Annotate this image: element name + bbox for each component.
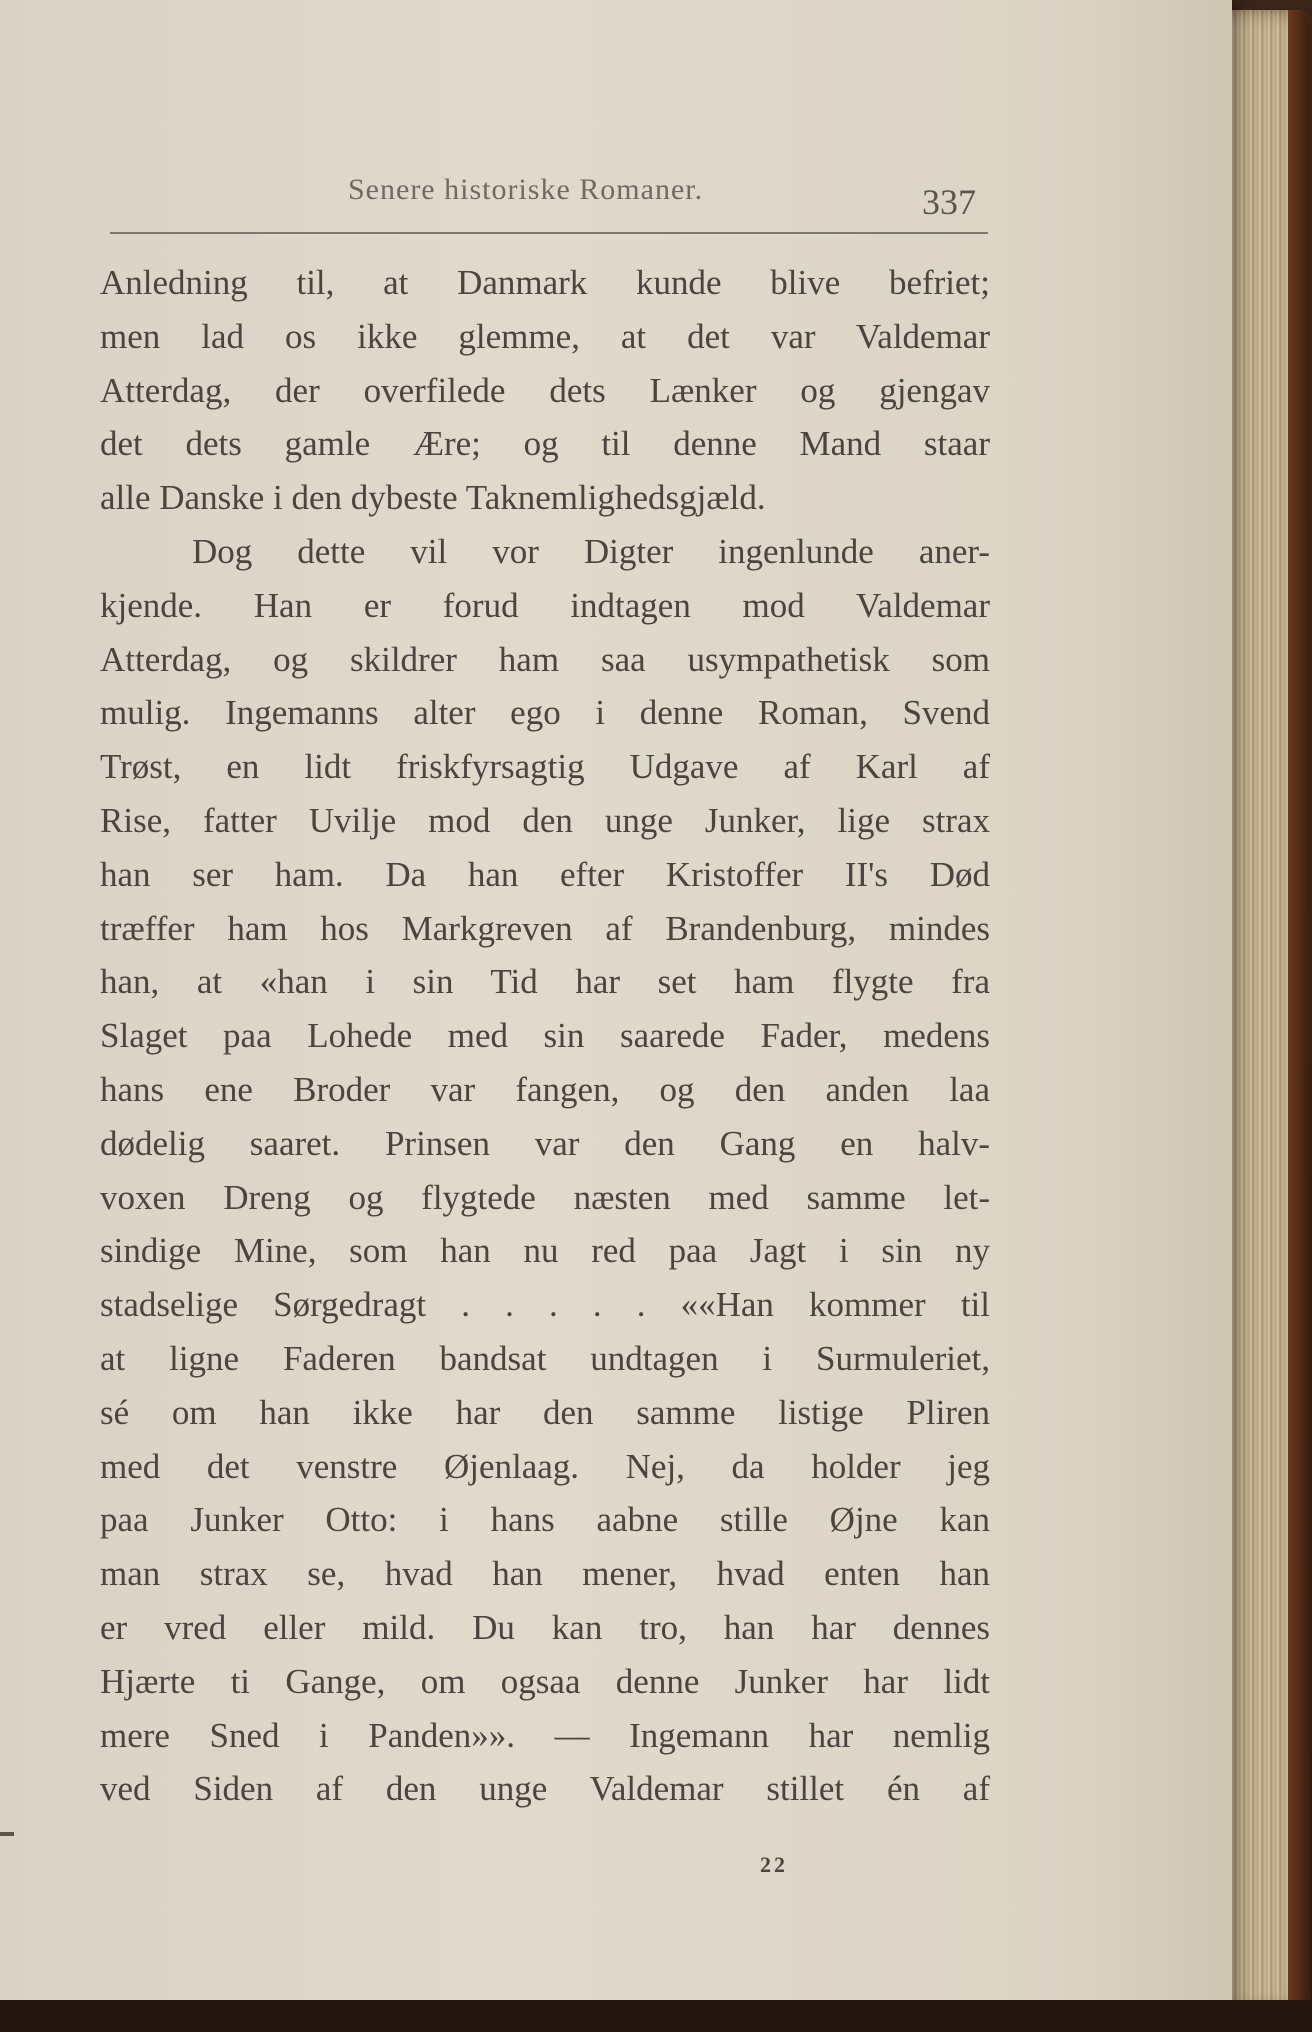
text-line: Hjærte ti Gange, om ogsaa denne Junker har lidt (100, 1661, 990, 1701)
text-line: voxen Dreng og flygtede næsten med samme let- (100, 1177, 990, 1217)
header-rule (110, 232, 988, 234)
text-line: Anledning til, at Danmark kunde blive befriet; (100, 263, 990, 302)
text-line: hans ene Broder var fangen, og den anden laa (100, 1069, 990, 1109)
text-line: dødelig saaret. Prinsen var den Gang en halv- (100, 1123, 990, 1163)
text-line: Atterdag, der overfilede dets Lænker og gjengav (100, 370, 990, 410)
text-line: alle Danske i den dybeste Taknemlighedsgjæld. (100, 478, 766, 518)
text-line: med det venstre Øjenlaag. Nej, da holder jeg (100, 1446, 990, 1486)
running-head: Senere historiske Romaner. (348, 173, 704, 206)
text-line: men lad os ikke glemme, at det var Valdemar (100, 316, 990, 356)
body-text (100, 256, 990, 1816)
text-line: sé om han ikke har den samme listige Pliren (100, 1392, 990, 1432)
text-line: er vred eller mild. Du kan tro, han har dennes (100, 1607, 990, 1647)
text-line: Rise, fatter Uvilje mod den unge Junker, lige strax (100, 800, 990, 840)
text-line: stadselige Sørgedragt . . . . . ««Han kommer til (100, 1285, 990, 1325)
text-line: Trøst, en lidt friskfyrsagtig Udgave af Karl af (100, 747, 990, 787)
text-line: mere Sned i Panden»». — Ingemann har nemlig (100, 1715, 990, 1755)
text-line: han, at «han i sin Tid har set ham flygte fra (100, 962, 990, 1002)
page-header (110, 165, 990, 225)
text-line: det dets gamle Ære; og til denne Mand staar (100, 424, 990, 464)
text-line: man strax se, hvad han mener, hvad enten han (100, 1554, 990, 1594)
margin-mark (0, 1832, 14, 1836)
signature-mark: 22 (760, 1852, 788, 1877)
text-line: paa Junker Otto: i hans aabne stille Øjne kan (100, 1500, 990, 1540)
text-line: sindige Mine, som han nu red paa Jagt i sin ny (100, 1231, 990, 1271)
text-line: Slaget paa Lohede med sin saarede Fader, medens (100, 1016, 990, 1056)
text-line: kjende. Han er forud indtagen mod Valdemar (100, 585, 990, 625)
text-line: træffer ham hos Markgreven af Brandenburg, mindes (100, 908, 990, 948)
text-line: han ser ham. Da han efter Kristoffer II's Død (100, 854, 990, 894)
text-line: Atterdag, og skildrer ham saa usympathetisk som (100, 639, 990, 679)
text-line: ved Siden af den unge Valdemar stillet én af (100, 1769, 990, 1809)
text-line: mulig. Ingemanns alter ego i denne Roman, Svend (100, 693, 990, 733)
page-number: 337 (922, 182, 976, 222)
text-line: Dog dette vil vor Digter ingenlunde aner- (192, 531, 990, 571)
text-line: at ligne Faderen bandsat undtagen i Surmuleriet, (100, 1338, 990, 1378)
bottom-edge-shadow (0, 2000, 1312, 2032)
